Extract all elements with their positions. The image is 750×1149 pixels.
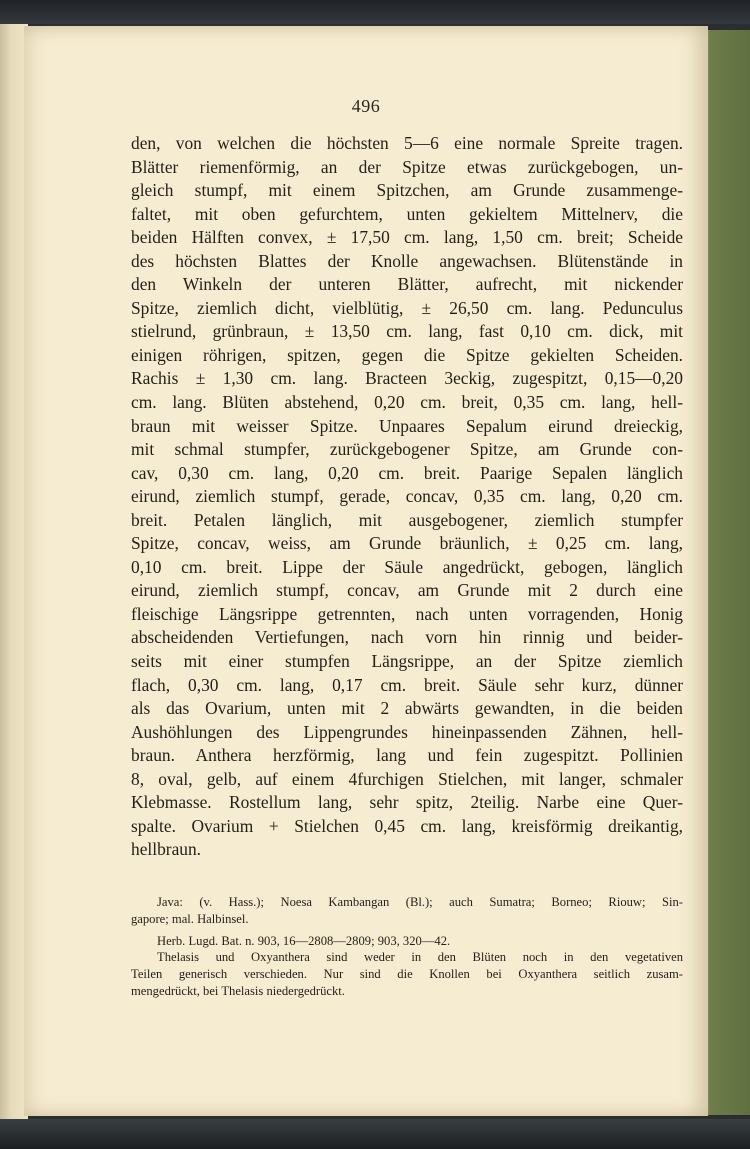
- text-line: den Winkeln der unteren Blätter, aufrecht, mit nickender: [131, 274, 683, 295]
- text-line: stielrund, grünbraun, ± 13,50 cm. lang, fast 0,10 cm. dick, mit: [131, 321, 683, 342]
- text-line: faltet, mit oben gefurchtem, unten gekieltem Mittelnerv, die: [131, 203, 683, 224]
- text-line: cav, 0,30 cm. lang, 0,20 cm. breit. Paarige Sepalen länglich: [131, 462, 683, 483]
- text-line: fleischige Längsrippe getrennten, nach unten vorragenden, Honig: [131, 603, 683, 624]
- text-line: cm. lang. Blüten abstehend, 0,20 cm. breit, 0,35 cm. lang, hell-: [131, 392, 683, 413]
- text-line: einigen röhrigen, spitzen, gegen die Spitze gekielten Scheiden.: [131, 344, 683, 365]
- text-line: Rachis ± 1,30 cm. lang. Bracteen 3eckig, zugespitzt, 0,15—0,20: [131, 368, 683, 389]
- text-line: breit. Petalen länglich, mit ausgebogener, ziemlich stumpfer: [131, 509, 683, 530]
- book-page: [24, 26, 708, 1116]
- text-line: 8, oval, gelb, auf einem 4furchigen Stielchen, mit langer, schmaler: [131, 768, 683, 789]
- text-line: seits mit einer stumpfen Längsrippe, an der Spitze ziemlich: [131, 651, 683, 672]
- text-line: 0,10 cm. breit. Lippe der Säule angedrückt, gebogen, länglich: [131, 556, 683, 577]
- scan-top-edge: [0, 0, 750, 24]
- text-line: Spitze, concav, weiss, am Grunde bräunlich, ± 0,25 cm. lang,: [131, 533, 683, 554]
- text-line: hellbraun.: [131, 839, 202, 860]
- scan-bottom-edge: [0, 1119, 750, 1149]
- text-line: eirund, ziemlich stumpf, concav, am Grunde mit 2 durch eine: [131, 580, 683, 601]
- text-line: gleich stumpf, mit einem Spitzchen, am Grunde zusammenge-: [131, 180, 683, 201]
- herbarium-reference: Herb. Lugd. Bat. n. 903, 16—2808—2809; 903, 320—42.: [157, 933, 451, 948]
- text-line: als das Ovarium, unten mit 2 abwärts gewandten, in die beiden: [131, 698, 683, 719]
- locality-line: gapore; mal. Halbinsel.: [131, 911, 249, 926]
- text-line: Blätter riemenförmig, an der Spitze etwas zurückgebogen, un-: [131, 156, 683, 177]
- text-line: Spitze, ziemlich dicht, vielblütig, ± 26,50 cm. lang. Pedunculus: [131, 297, 683, 318]
- remark-line: Thelasis und Oxyanthera sind weder in den Blüten noch in den vegetativen: [157, 950, 683, 965]
- locality-line: Java: (v. Hass.); Noesa Kambangan (Bl.); auch Sumatra; Borneo; Riouw; Sin-: [157, 895, 683, 909]
- text-line: mit schmal stumpfer, zurückgebogener Spitze, am Grunde con-: [131, 439, 683, 460]
- text-line: des höchsten Blattes der Knolle angewachsen. Blütenstände in: [131, 250, 683, 271]
- text-line: braun. Anthera herzförmig, lang und fein zugespitzt. Pollinien: [131, 745, 683, 766]
- text-line: Klebmasse. Rostellum lang, sehr spitz, 2teilig. Narbe eine Quer-: [131, 792, 683, 813]
- distribution-notes: [131, 894, 683, 1000]
- text-line: eirund, ziemlich stumpf, gerade, concav, 0,35 cm. lang, 0,20 cm.: [131, 486, 683, 507]
- text-line: braun mit weisser Spitze. Unpaares Sepalum eirund dreieckig,: [131, 415, 683, 436]
- text-line: Aushöhlungen des Lippengrundes hineinpassenden Zähnen, hell-: [131, 721, 683, 742]
- remark-line: mengedrückt, bei Thelasis niedergedrückt.: [131, 983, 345, 998]
- page-number: 496: [351, 96, 381, 116]
- text-line: flach, 0,30 cm. lang, 0,17 cm. breit. Säule sehr kurz, dünner: [131, 674, 683, 695]
- text-line: beiden Hälften convex, ± 17,50 cm. lang, 1,50 cm. breit; Scheide: [131, 227, 683, 248]
- text-line: abscheidenden Vertiefungen, nach vorn hin rinnig und beider-: [131, 627, 683, 648]
- remark-line: Teilen generisch verschieden. Nur sind die Knollen bei Oxyanthera seitlich zusam-: [131, 967, 683, 982]
- species-description: [131, 132, 683, 862]
- text-line: den, von welchen die höchsten 5—6 eine normale Spreite tragen.: [131, 133, 683, 153]
- text-line: spalte. Ovarium + Stielchen 0,45 cm. lang, kreisförmig dreikantig,: [131, 815, 683, 836]
